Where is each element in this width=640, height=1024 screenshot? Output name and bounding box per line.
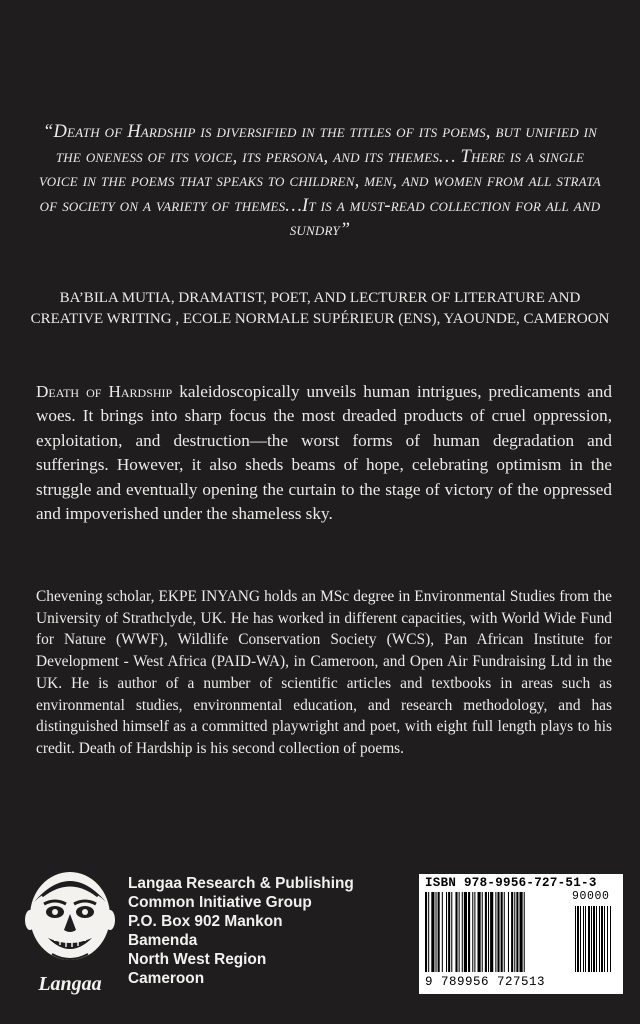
barcode-bar	[474, 892, 475, 972]
publisher-line: Common Initiative Group	[128, 894, 312, 911]
barcode-addon-bar	[604, 906, 605, 972]
barcode-bar	[514, 892, 515, 972]
isbn-barcode	[419, 874, 623, 994]
barcode-bar	[451, 892, 452, 972]
barcode-addon-bar	[607, 906, 608, 972]
isbn-label: ISBN 978-9956-727-51-3	[425, 876, 597, 890]
barcode-bar	[497, 892, 499, 972]
quote-attribution: BA’BILA MUTIA, DRAMATIST, POET, AND LECTURER OF LITERATURE AND CREATIVE WRITING , ECOLE NORMALE SUPÉRIEUR (ENS), YAOUNDE, CAMEROON	[30, 290, 610, 327]
barcode-addon-bar	[601, 906, 603, 972]
mask-logo-icon	[22, 868, 118, 996]
barcode-bar	[446, 892, 447, 972]
barcode-bar	[438, 892, 440, 972]
barcode-bar	[520, 892, 523, 972]
barcode-bar	[436, 892, 437, 972]
barcode-bar	[516, 892, 518, 972]
barcode-bar	[442, 892, 443, 972]
barcode-addon-bar	[580, 906, 581, 972]
blurb-text: kaleidoscopically unveils human intrigues, predicaments and woes. It brings into sharp focus the most dreaded products of cruel oppression, exploitation, and destruction—the worst forms of human degradation and sufferings. However, it also sheds beams of hope, celebrating optimism in the struggle and eventually opening the curtain to the stage of victory of the oppressed and impoverished under the shameless sky.	[36, 382, 612, 524]
barcode-bar	[488, 892, 489, 972]
barcode-addon-bar	[591, 906, 592, 972]
barcode-bar	[472, 892, 473, 972]
ean-digits: 9 789956 727513	[425, 975, 546, 989]
barcode-addon-bar	[596, 906, 597, 972]
barcode-bar	[508, 892, 509, 972]
barcode-addon-bar	[575, 906, 576, 972]
barcode-bar	[504, 892, 505, 972]
barcode-bar	[428, 892, 429, 972]
barcode-bar	[478, 892, 481, 972]
barcode-bar	[482, 892, 483, 972]
barcode-bar	[464, 892, 467, 972]
barcode-addon-bar	[610, 906, 611, 972]
barcode-addon-bar	[593, 906, 595, 972]
publisher-address	[128, 874, 428, 988]
barcode-bars-icon	[425, 892, 617, 976]
publisher-logo	[22, 868, 118, 996]
barcode-addon-bar	[583, 906, 584, 972]
barcode-addon: 90000	[572, 890, 610, 903]
quote-text: is diversified in the titles of its poems, but unified in the oneness of its voice, its persona, and its themes… There is a single voice in the poems that speaks to children, men, and women from all strata of society on a variety of themes…It is a must-read collection for all and sundry”	[39, 122, 601, 240]
barcode-addon-bar	[585, 906, 586, 972]
barcode-bar	[524, 892, 525, 972]
barcode-addon-bar	[588, 906, 590, 972]
publisher-line: North West Region	[128, 951, 267, 968]
barcode-bar	[431, 892, 434, 972]
barcode-bar	[501, 892, 503, 972]
barcode-bar	[455, 892, 457, 972]
barcode-addon-bar	[599, 906, 600, 972]
publisher-line: Bamenda	[128, 932, 198, 949]
barcode-bar	[511, 892, 513, 972]
quote-title: “Death of Hardship	[42, 122, 196, 142]
author-bio: Chevening scholar, EKPE INYANG holds an MSc degree in Environmental Studies from the University of Strathclyde, UK. He has worked in different capacities, with World Wide Fund for Nature (WWF), Wildlife Conservation Society (WCS), Pan African Institute for Development - West Africa (PAID-WA), in Cameroon, and Open Air Fundraising Ltd in the UK. He is author of a number of scientific articles and textbooks in areas such as environmental studies, environmental education, and research methodology, and has distinguished himself as a committed playwright and poet, with eight full length plays to his credit. Death of Hardship is his second collection of poems.	[36, 588, 612, 757]
blurb-lead: Death of Hardship	[36, 382, 173, 401]
barcode-bar	[448, 892, 450, 972]
review-quote	[36, 120, 604, 243]
logo-word: Langaa	[38, 973, 102, 995]
book-blurb	[36, 380, 612, 526]
barcode-bar	[462, 892, 463, 972]
barcode-bar	[495, 892, 496, 972]
barcode-bar	[468, 892, 470, 972]
barcode-bar	[490, 892, 493, 972]
barcode-bar	[485, 892, 487, 972]
barcode-addon-bar	[577, 906, 579, 972]
publisher-line: Cameroon	[128, 970, 205, 987]
publisher-line: Langaa Research & Publishing	[128, 875, 354, 892]
barcode-bar	[425, 892, 427, 972]
publisher-line: P.O. Box 902 Mankon	[128, 913, 283, 930]
barcode-bar	[459, 892, 460, 972]
